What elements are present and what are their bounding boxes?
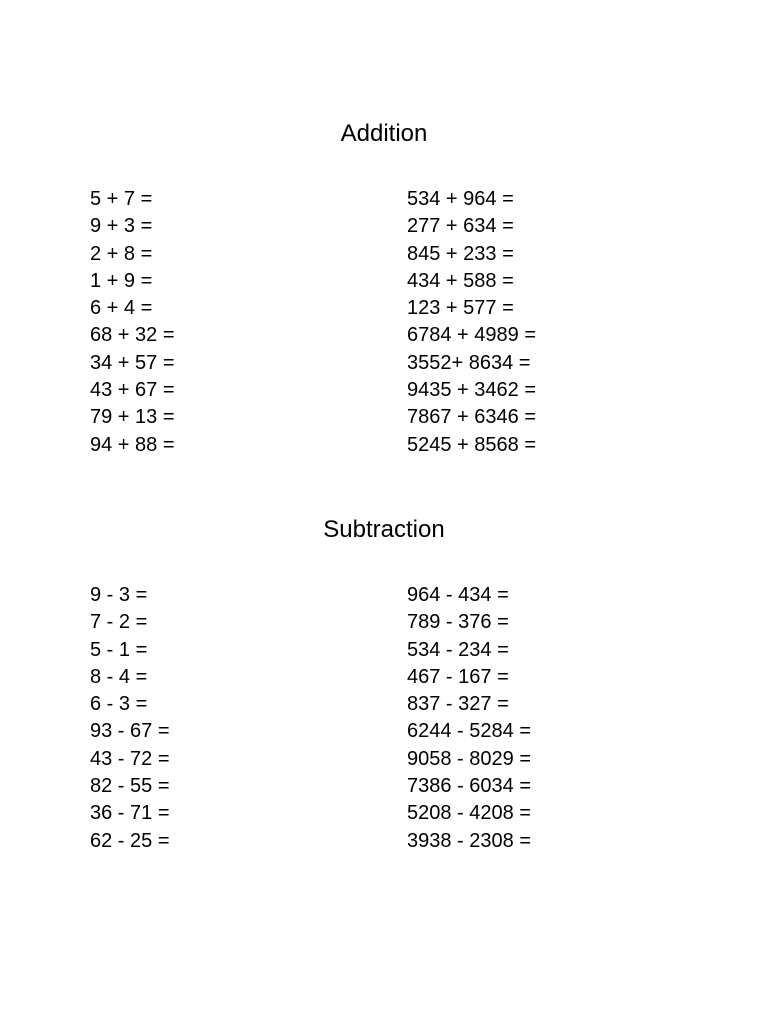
- problem-item: 1 + 9 =: [90, 269, 153, 292]
- problem-item: 9 - 3 =: [90, 584, 148, 606]
- problem-item: 34 + 57 =: [90, 351, 175, 374]
- problem-item: 534 - 234 =: [407, 638, 509, 661]
- subtraction-title: Subtraction: [323, 516, 445, 543]
- problem-item: 43 - 72 =: [90, 747, 170, 770]
- problem-item: 6 + 4 =: [90, 297, 153, 320]
- problem-item: 7867 + 6346 =: [407, 406, 537, 429]
- problem-item: 123 + 577 =: [407, 297, 514, 320]
- problem-item: 8 - 4 =: [90, 665, 148, 688]
- problem-item: 467 - 167 =: [407, 665, 509, 688]
- problem-item: 9058 - 8029 =: [407, 747, 531, 770]
- problem-item: 9 + 3 =: [90, 215, 153, 238]
- problem-item: 964 - 434 =: [407, 584, 509, 606]
- problem-item: 2 + 8 =: [90, 242, 153, 265]
- problem-item: 9435 + 3462 =: [407, 379, 537, 402]
- problem-item: 36 - 71 =: [90, 802, 170, 825]
- problem-item: 43 + 67 =: [90, 379, 175, 402]
- problem-item: 5 - 1 =: [90, 638, 148, 661]
- addition-title: Addition: [340, 120, 428, 147]
- problem-item: 277 + 634 =: [407, 215, 514, 238]
- problem-item: 845 + 233 =: [407, 242, 514, 265]
- addition-problems-left: [90, 186, 175, 459]
- problem-item: 6244 - 5284 =: [407, 720, 531, 743]
- problem-item: 5 + 7 =: [90, 188, 153, 210]
- problem-item: 62 - 25 =: [90, 829, 170, 852]
- addition-problems-right: [407, 186, 536, 459]
- problem-item: 6 - 3 =: [90, 693, 148, 716]
- subtraction-problems-right: [407, 582, 531, 855]
- problem-item: 3938 - 2308 =: [407, 829, 531, 852]
- problem-item: 7386 - 6034 =: [407, 775, 531, 798]
- problem-item: 7 - 2 =: [90, 611, 148, 634]
- problem-item: 82 - 55 =: [90, 775, 170, 798]
- problem-item: 789 - 376 =: [407, 611, 509, 634]
- subtraction-problems-left: [90, 582, 170, 855]
- problem-item: 93 - 67 =: [90, 720, 170, 743]
- problem-item: 3552+ 8634 =: [407, 351, 531, 374]
- problem-item: 534 + 964 =: [407, 188, 514, 210]
- problem-item: 434 + 588 =: [407, 269, 514, 292]
- problem-item: 6784 + 4989 =: [407, 324, 537, 347]
- problem-item: 837 - 327 =: [407, 693, 509, 716]
- problem-item: 5245 + 8568 =: [407, 433, 537, 456]
- problem-item: 79 + 13 =: [90, 406, 175, 429]
- problem-item: 68 + 32 =: [90, 324, 175, 347]
- problem-item: 5208 - 4208 =: [407, 802, 531, 825]
- problem-item: 94 + 88 =: [90, 433, 175, 456]
